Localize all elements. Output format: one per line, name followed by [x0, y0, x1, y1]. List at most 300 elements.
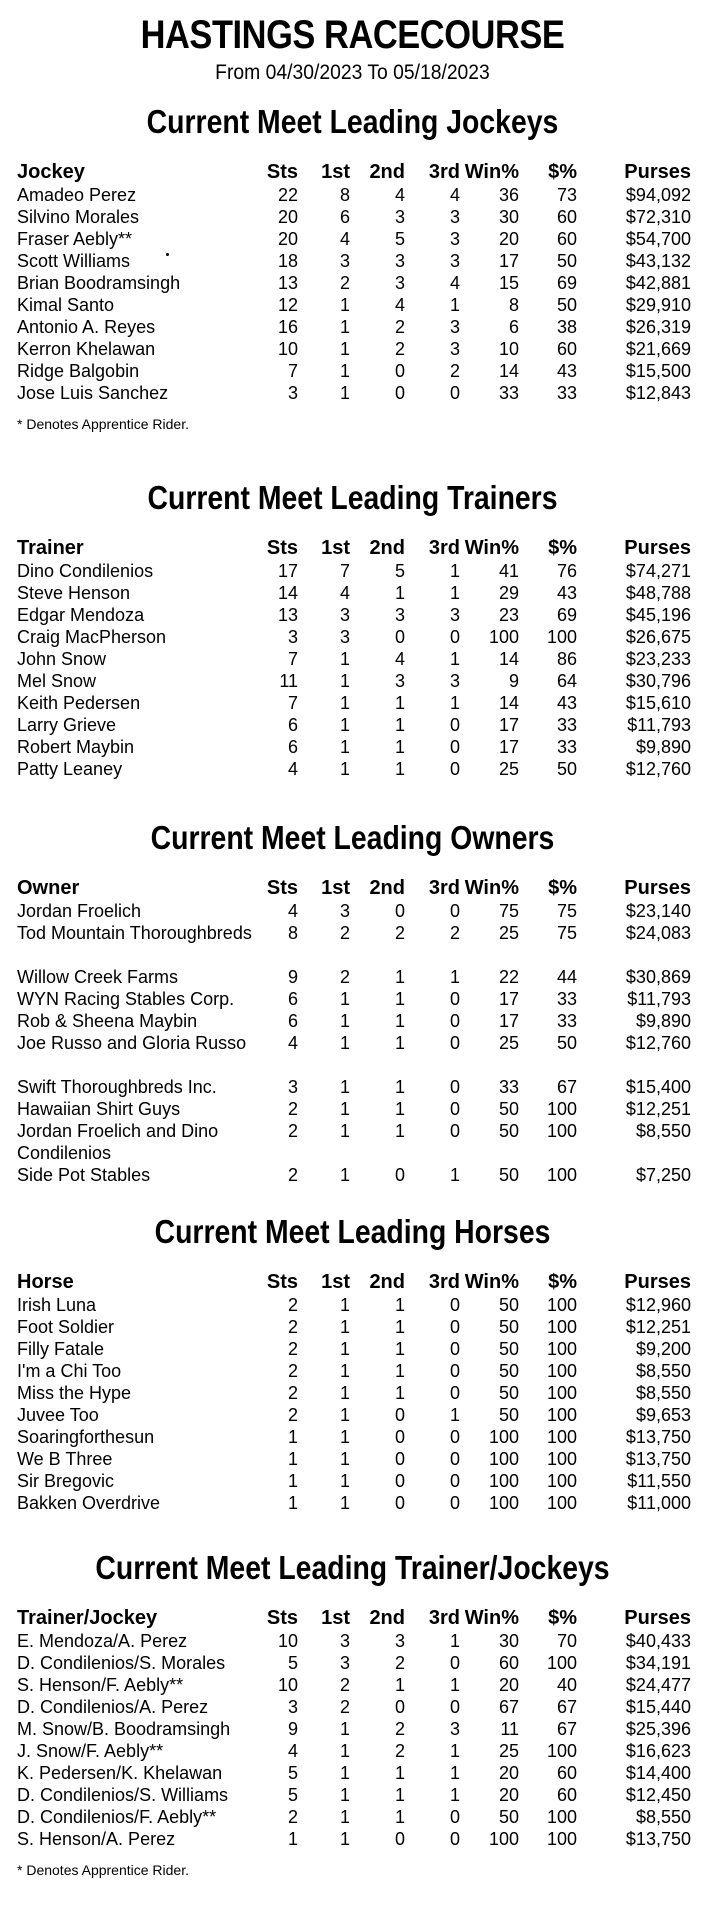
cell-sts: 2	[287, 1361, 298, 1381]
cell-purses: $15,500	[625, 361, 691, 381]
cell-purses: $13,750	[625, 1829, 691, 1849]
cell-dollar-pct: 69	[556, 273, 577, 293]
table-row	[0, 966, 705, 988]
cell-sts: 6	[287, 989, 298, 1009]
cell-third: 3	[449, 671, 460, 691]
cell-second: 1	[394, 989, 405, 1009]
header-purses: Purses	[624, 1271, 691, 1293]
stats-table	[0, 1606, 705, 1850]
cell-second: 1	[394, 1011, 405, 1031]
cell-first: 1	[339, 1449, 350, 1469]
cell-first: 1	[339, 1471, 350, 1491]
cell-sts: 2	[287, 1339, 298, 1359]
cell-dollar-pct: 100	[546, 1427, 577, 1447]
cell-name: Miss the Hype	[17, 1383, 132, 1403]
cell-second: 0	[394, 1405, 405, 1425]
cell-name: E. Mendoza/A. Perez	[17, 1631, 188, 1651]
cell-third: 1	[449, 561, 460, 581]
cell-name: Irish Luna	[17, 1295, 97, 1315]
table-row	[0, 988, 705, 1010]
cell-first: 1	[339, 1011, 350, 1031]
table-row	[0, 1740, 705, 1762]
table-row	[0, 316, 705, 338]
cell-win-pct: 50	[498, 1121, 519, 1141]
cell-win-pct: 20	[498, 1675, 519, 1695]
table-row	[0, 560, 705, 582]
header-name: Trainer/Jockey	[17, 1607, 158, 1629]
cell-win-pct: 30	[498, 1631, 519, 1651]
section-title: Current Meet Leading Horses	[154, 1213, 551, 1250]
cell-sts: 7	[287, 693, 298, 713]
cell-win-pct: 20	[498, 229, 519, 249]
cell-third: 1	[449, 1763, 460, 1783]
cell-sts: 5	[287, 1653, 298, 1673]
table-row	[0, 1718, 705, 1740]
cell-dollar-pct: 69	[556, 605, 577, 625]
cell-first: 8	[339, 185, 350, 205]
cell-third: 0	[449, 1295, 460, 1315]
cell-sts: 5	[287, 1763, 298, 1783]
table-header	[0, 160, 705, 184]
table-row	[0, 670, 705, 692]
cell-dollar-pct: 100	[546, 1361, 577, 1381]
cell-sts: 7	[287, 649, 298, 669]
cell-purses: $16,623	[625, 1741, 691, 1761]
cell-first: 1	[339, 693, 350, 713]
cell-purses: $15,400	[625, 1077, 691, 1097]
table-row	[0, 1784, 705, 1806]
table-row	[0, 626, 705, 648]
table-row	[0, 1316, 705, 1338]
cell-sts: 10	[277, 1631, 298, 1651]
cell-second: 3	[394, 671, 405, 691]
header-dollar-pct: $%	[548, 537, 577, 559]
cell-second: 0	[394, 901, 405, 921]
cell-purses: $13,750	[625, 1427, 691, 1447]
cell-name: Filly Fatale	[17, 1339, 105, 1359]
cell-sts: 3	[287, 1697, 298, 1717]
cell-first: 1	[339, 1785, 350, 1805]
cell-win-pct: 20	[498, 1763, 519, 1783]
cell-sts: 9	[287, 1719, 298, 1739]
cell-sts: 2	[287, 1165, 298, 1185]
header-sts: Sts	[266, 1271, 298, 1293]
cell-win-pct: 67	[498, 1697, 519, 1717]
cell-name: Steve Henson	[17, 583, 131, 603]
cell-sts: 22	[277, 185, 298, 205]
cell-win-pct: 50	[498, 1405, 519, 1425]
cell-sts: 1	[287, 1493, 298, 1513]
cell-third: 2	[449, 923, 460, 943]
cell-second: 0	[394, 1427, 405, 1447]
cell-purses: $74,271	[625, 561, 691, 581]
cell-dollar-pct: 60	[556, 207, 577, 227]
cell-first: 3	[339, 605, 350, 625]
cell-purses: $14,400	[625, 1763, 691, 1783]
cell-win-pct: 50	[498, 1099, 519, 1119]
table-row	[0, 1164, 705, 1186]
cell-name: Ridge Balgobin	[17, 361, 140, 381]
cell-purses: $13,750	[625, 1449, 691, 1469]
cell-name: Willow Creek Farms	[17, 967, 179, 987]
cell-name: Soaringforthesun	[17, 1427, 155, 1447]
table-row	[0, 900, 705, 922]
header-first: 1st	[321, 877, 350, 899]
cell-purses: $25,396	[625, 1719, 691, 1739]
cell-second: 3	[394, 251, 405, 271]
header-win-pct: Win%	[464, 1271, 519, 1293]
cell-third: 0	[449, 759, 460, 779]
cell-third: 0	[449, 1471, 460, 1491]
table-row	[0, 648, 705, 670]
table-row	[0, 294, 705, 316]
cell-purses: $12,843	[625, 383, 691, 403]
cell-first: 1	[339, 759, 350, 779]
header-second: 2nd	[369, 1607, 405, 1629]
cell-win-pct: 100	[488, 1493, 519, 1513]
cell-second: 1	[394, 1121, 405, 1141]
table-row	[0, 1674, 705, 1696]
cell-sts: 16	[277, 317, 298, 337]
header-second: 2nd	[369, 161, 405, 183]
cell-name: Rob & Sheena Maybin	[17, 1011, 198, 1031]
cell-purses: $11,793	[627, 715, 691, 735]
cell-second: 1	[394, 1317, 405, 1337]
table-row	[0, 1652, 705, 1674]
header-first: 1st	[321, 537, 350, 559]
cell-name: D. Condilenios/F. Aebly**	[17, 1807, 217, 1827]
cell-purses: $54,700	[625, 229, 691, 249]
cell-name: S. Henson/A. Perez	[17, 1829, 176, 1849]
cell-purses: $11,550	[627, 1471, 691, 1491]
table-row	[0, 692, 705, 714]
cell-sts: 6	[287, 737, 298, 757]
cell-third: 4	[449, 185, 460, 205]
cell-second: 1	[394, 1295, 405, 1315]
cell-third: 0	[449, 1807, 460, 1827]
table-header	[0, 536, 705, 560]
cell-purses: $29,910	[625, 295, 691, 315]
cell-dollar-pct: 70	[556, 1631, 577, 1651]
cell-purses: $26,319	[625, 317, 691, 337]
cell-sts: 6	[287, 1011, 298, 1031]
cell-name: D. Condilenios/S. Williams	[17, 1785, 229, 1805]
table-row	[0, 1806, 705, 1828]
cell-third: 1	[449, 1785, 460, 1805]
cell-win-pct: 100	[488, 1829, 519, 1849]
cell-sts: 2	[287, 1807, 298, 1827]
cell-second: 0	[394, 1449, 405, 1469]
cell-second: 1	[394, 583, 405, 603]
cell-dollar-pct: 100	[546, 1405, 577, 1425]
cell-purses: $9,653	[635, 1405, 691, 1425]
cell-name: S. Henson/F. Aebly**	[17, 1675, 184, 1695]
cell-second: 1	[394, 715, 405, 735]
cell-purses: $72,310	[625, 207, 691, 227]
cell-first: 1	[339, 317, 350, 337]
cell-dollar-pct: 40	[556, 1675, 577, 1695]
cell-sts: 1	[287, 1471, 298, 1491]
cell-first: 1	[339, 339, 350, 359]
cell-first: 1	[339, 1719, 350, 1739]
cell-sts: 5	[287, 1785, 298, 1805]
cell-dollar-pct: 33	[556, 383, 577, 403]
cell-purses: $26,675	[625, 627, 691, 647]
cell-sts: 1	[287, 1427, 298, 1447]
cell-name: Kerron Khelawan	[17, 339, 156, 359]
cell-name: Fraser Aebly**	[17, 229, 133, 249]
cell-third: 1	[449, 295, 460, 315]
cell-second: 4	[394, 295, 405, 315]
cell-second: 3	[394, 605, 405, 625]
cell-purses: $23,140	[625, 901, 691, 921]
cell-name: Bakken Overdrive	[17, 1493, 161, 1513]
cell-sts: 1	[287, 1449, 298, 1469]
cell-first: 1	[339, 1099, 350, 1119]
cell-sts: 4	[287, 1741, 298, 1761]
cell-second: 1	[394, 1033, 405, 1053]
stats-table	[0, 876, 705, 1186]
cell-win-pct: 11	[500, 1719, 519, 1739]
cell-name: Mel Snow	[17, 671, 97, 691]
cell-second: 2	[394, 1719, 405, 1739]
cell-purses: $15,440	[625, 1697, 691, 1717]
cell-first: 2	[339, 967, 350, 987]
cell-dollar-pct: 100	[546, 627, 577, 647]
cell-first: 1	[339, 1295, 350, 1315]
cell-third: 0	[449, 989, 460, 1009]
cell-win-pct: 17	[498, 251, 519, 271]
cell-second: 0	[394, 627, 405, 647]
cell-win-pct: 14	[498, 693, 519, 713]
table-row	[0, 1630, 705, 1652]
table-row	[0, 1294, 705, 1316]
cell-third: 0	[449, 1317, 460, 1337]
section-title: Current Meet Leading Owners	[150, 819, 555, 856]
cell-name: Tod Mountain Thoroughbreds	[17, 923, 252, 943]
cell-first: 1	[339, 1427, 350, 1447]
cell-second: 2	[394, 923, 405, 943]
cell-name: Brian Boodramsingh	[17, 273, 181, 293]
cell-second: 2	[394, 1653, 405, 1673]
cell-name: Silvino Morales	[17, 207, 140, 227]
cell-second: 1	[394, 1339, 405, 1359]
cell-third: 1	[449, 583, 460, 603]
cell-dollar-pct: 75	[556, 901, 577, 921]
section-title: Current Meet Leading Trainer/Jockeys	[95, 1549, 610, 1586]
cell-purses: $30,796	[625, 671, 691, 691]
cell-third: 0	[449, 901, 460, 921]
cell-sts: 2	[287, 1099, 298, 1119]
cell-dollar-pct: 38	[556, 317, 577, 337]
cell-name: Side Pot Stables	[17, 1165, 151, 1185]
table-row	[0, 1492, 705, 1514]
table-row	[0, 582, 705, 604]
cell-win-pct: 17	[498, 989, 519, 1009]
cell-third: 0	[449, 1121, 460, 1141]
cell-second: 2	[394, 339, 405, 359]
cell-first: 4	[339, 583, 350, 603]
cell-dollar-pct: 43	[556, 583, 577, 603]
cell-third: 0	[449, 1339, 460, 1359]
cell-name: Swift Thoroughbreds Inc.	[17, 1077, 217, 1097]
section-0	[0, 102, 705, 432]
cell-win-pct: 25	[498, 1033, 519, 1053]
header-purses: Purses	[624, 1607, 691, 1629]
cell-name: Larry Grieve	[17, 715, 117, 735]
table-row	[0, 338, 705, 360]
cell-sts: 2	[287, 1383, 298, 1403]
cell-first: 1	[339, 1405, 350, 1425]
cell-win-pct: 15	[498, 273, 519, 293]
cell-sts: 2	[287, 1295, 298, 1315]
section-title: Current Meet Leading Trainers	[147, 479, 558, 516]
cell-dollar-pct: 60	[556, 339, 577, 359]
cell-purses: $8,550	[635, 1361, 691, 1381]
header-dollar-pct: $%	[548, 877, 577, 899]
section-title: Current Meet Leading Jockeys	[146, 103, 559, 140]
cell-purses: $12,251	[625, 1099, 691, 1119]
cell-third: 0	[449, 737, 460, 757]
cell-name: Edgar Mendoza	[17, 605, 145, 625]
cell-name: John Snow	[17, 649, 107, 669]
table-row	[0, 1076, 705, 1098]
cell-sts: 3	[287, 627, 298, 647]
table-row	[0, 1696, 705, 1718]
cell-first: 1	[339, 989, 350, 1009]
header-sts: Sts	[266, 1607, 298, 1629]
cell-win-pct: 9	[508, 671, 519, 691]
cell-win-pct: 60	[498, 1653, 519, 1673]
cell-win-pct: 10	[498, 339, 519, 359]
cell-name: Joe Russo and Gloria Russo	[17, 1033, 247, 1053]
cell-first: 1	[339, 1383, 350, 1403]
cell-purses: $48,788	[625, 583, 691, 603]
cell-name: We B Three	[17, 1449, 113, 1469]
cell-sts: 3	[287, 383, 298, 403]
cell-purses: $9,890	[635, 1011, 691, 1031]
cell-third: 0	[449, 1077, 460, 1097]
cell-purses: $12,960	[625, 1295, 691, 1315]
cell-first: 4	[339, 229, 350, 249]
cell-win-pct: 100	[488, 627, 519, 647]
cell-first: 1	[339, 1361, 350, 1381]
cell-sts: 14	[277, 583, 298, 603]
cell-win-pct: 33	[498, 1077, 519, 1097]
cell-purses: $15,610	[625, 693, 691, 713]
header-third: 3rd	[428, 1607, 460, 1629]
cell-second: 3	[394, 1631, 405, 1651]
table-row	[0, 1828, 705, 1850]
cell-win-pct: 20	[498, 1785, 519, 1805]
cell-dollar-pct: 86	[556, 649, 577, 669]
cell-sts: 2	[287, 1317, 298, 1337]
cell-purses: $40,433	[625, 1631, 691, 1651]
cell-name: M. Snow/B. Boodramsingh	[17, 1719, 231, 1739]
cell-first: 3	[339, 901, 350, 921]
table-row	[0, 1426, 705, 1448]
cell-name: Hawaiian Shirt Guys	[17, 1099, 181, 1119]
header-win-pct: Win%	[464, 877, 519, 899]
cell-second: 5	[394, 229, 405, 249]
cell-third: 2	[449, 361, 460, 381]
cell-third: 0	[449, 1653, 460, 1673]
cell-dollar-pct: 50	[556, 1033, 577, 1053]
table-row	[0, 1010, 705, 1032]
cell-purses: $43,132	[625, 251, 691, 271]
header-dollar-pct: $%	[548, 1607, 577, 1629]
cell-dollar-pct: 100	[546, 1471, 577, 1491]
cell-name: Keith Pedersen	[17, 693, 141, 713]
cell-dollar-pct: 100	[546, 1295, 577, 1315]
cell-first: 1	[339, 1763, 350, 1783]
cell-second: 4	[394, 185, 405, 205]
cell-second: 1	[394, 1077, 405, 1097]
header-win-pct: Win%	[464, 537, 519, 559]
cell-second: 0	[394, 361, 405, 381]
cell-purses: $12,251	[625, 1317, 691, 1337]
cell-win-pct: 23	[498, 605, 519, 625]
cell-third: 0	[449, 1361, 460, 1381]
cell-second: 2	[394, 317, 405, 337]
cell-purses: $8,550	[635, 1121, 691, 1141]
cell-first: 1	[339, 1493, 350, 1513]
cell-name: Jordan Froelich and Dino Condilenios	[17, 1121, 219, 1163]
cell-purses: $24,477	[625, 1675, 691, 1695]
cell-win-pct: 17	[498, 1011, 519, 1031]
cell-third: 1	[449, 967, 460, 987]
cell-third: 0	[449, 1427, 460, 1447]
cell-dollar-pct: 76	[556, 561, 577, 581]
table-row	[0, 272, 705, 294]
cell-win-pct: 50	[498, 1317, 519, 1337]
cell-third: 0	[449, 1493, 460, 1513]
cell-purses: $11,793	[627, 989, 691, 1009]
table-header	[0, 1606, 705, 1630]
cell-dollar-pct: 100	[546, 1653, 577, 1673]
cell-win-pct: 50	[498, 1383, 519, 1403]
cell-name: Foot Soldier	[17, 1317, 115, 1337]
table-row	[0, 184, 705, 206]
cell-sts: 13	[277, 605, 298, 625]
cell-third: 3	[449, 339, 460, 359]
cell-dollar-pct: 100	[546, 1449, 577, 1469]
cell-win-pct: 30	[498, 207, 519, 227]
cell-sts: 12	[277, 295, 298, 315]
cell-win-pct: 75	[498, 901, 519, 921]
cell-first: 1	[339, 649, 350, 669]
cell-purses: $94,092	[625, 185, 691, 205]
cell-third: 3	[449, 605, 460, 625]
footnote: * Denotes Apprentice Rider.	[17, 416, 189, 432]
cell-win-pct: 17	[498, 715, 519, 735]
cell-sts: 20	[277, 229, 298, 249]
cell-second: 0	[394, 1165, 405, 1185]
cell-win-pct: 50	[498, 1339, 519, 1359]
cell-purses: $12,760	[625, 1033, 691, 1053]
cell-sts: 18	[277, 251, 298, 271]
cell-first: 1	[339, 1339, 350, 1359]
cell-third: 1	[449, 649, 460, 669]
cell-second: 3	[394, 273, 405, 293]
cell-first: 3	[339, 251, 350, 271]
header-sts: Sts	[266, 537, 298, 559]
cell-purses: $11,000	[627, 1493, 691, 1513]
cell-first: 1	[339, 1033, 350, 1053]
cell-sts: 17	[277, 561, 298, 581]
cell-win-pct: 25	[498, 759, 519, 779]
cell-purses: $30,869	[625, 967, 691, 987]
